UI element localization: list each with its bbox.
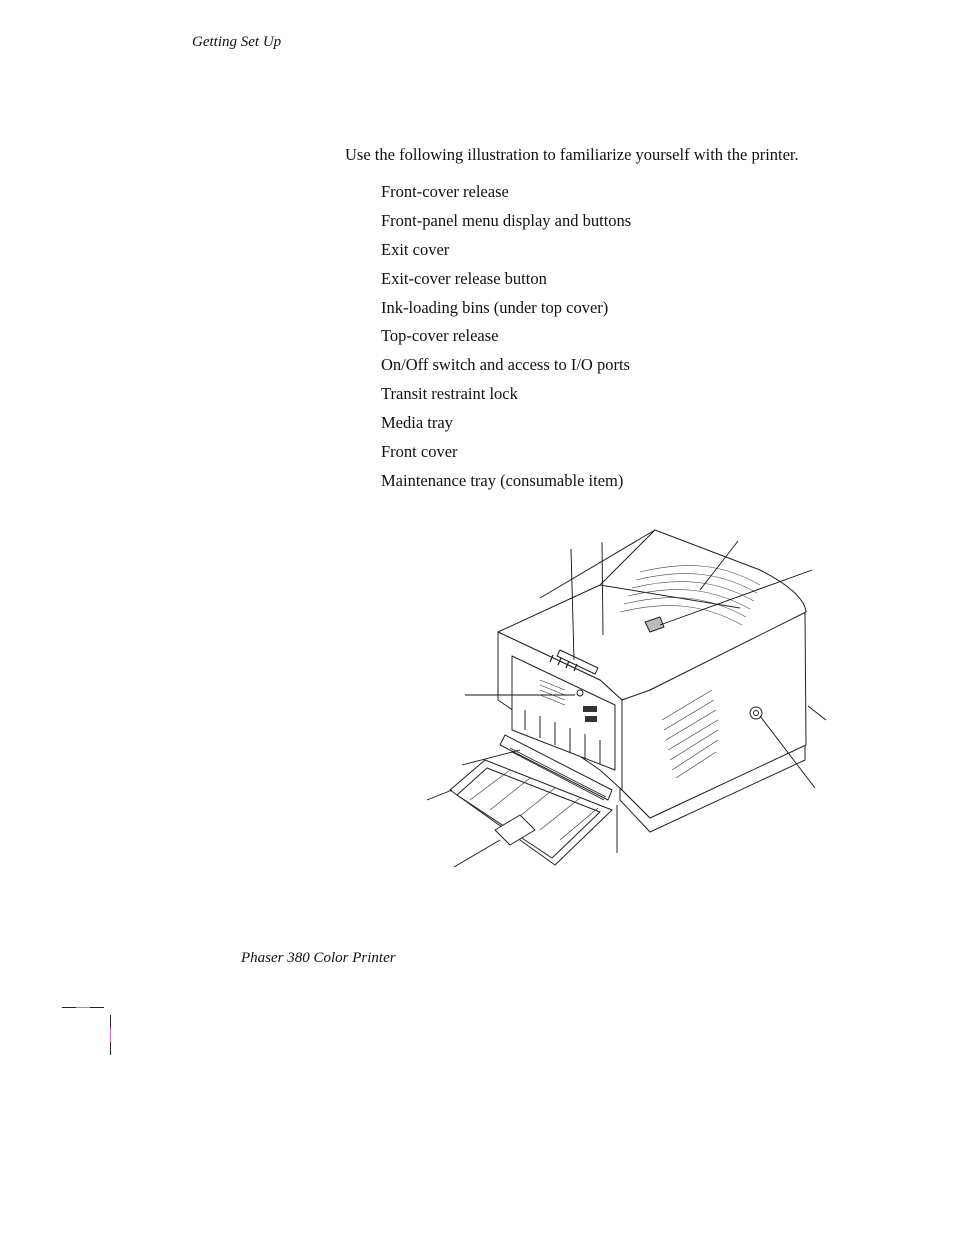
part-item: Exit cover <box>381 239 450 259</box>
part-item: Front cover <box>381 442 458 462</box>
parts-list <box>381 182 631 500</box>
intro-text: Use the following illustration to familiarize yourself with the printer. <box>345 145 799 164</box>
part-item: Exit-cover release button <box>381 268 547 288</box>
printer-illustration <box>420 525 840 875</box>
part-item: Front-panel menu display and buttons <box>381 210 632 230</box>
figure-caption: Phaser 380 Color Printer <box>241 950 396 966</box>
crop-mark <box>76 1007 90 1008</box>
part-item: Top-cover release <box>381 326 499 346</box>
part-item: Maintenance tray (consumable item) <box>381 470 624 490</box>
part-item: Ink-loading bins (under top cover) <box>381 297 609 317</box>
media-tray <box>450 760 612 865</box>
part-item: Media tray <box>381 413 453 433</box>
part-item: Front-cover release <box>381 182 509 201</box>
part-item: On/Off switch and access to I/O ports <box>381 355 630 375</box>
part-item: Transit restraint lock <box>381 384 518 404</box>
crop-mark <box>110 1028 111 1042</box>
running-head: Getting Set Up <box>192 34 282 50</box>
power-switch-icon <box>750 707 762 719</box>
